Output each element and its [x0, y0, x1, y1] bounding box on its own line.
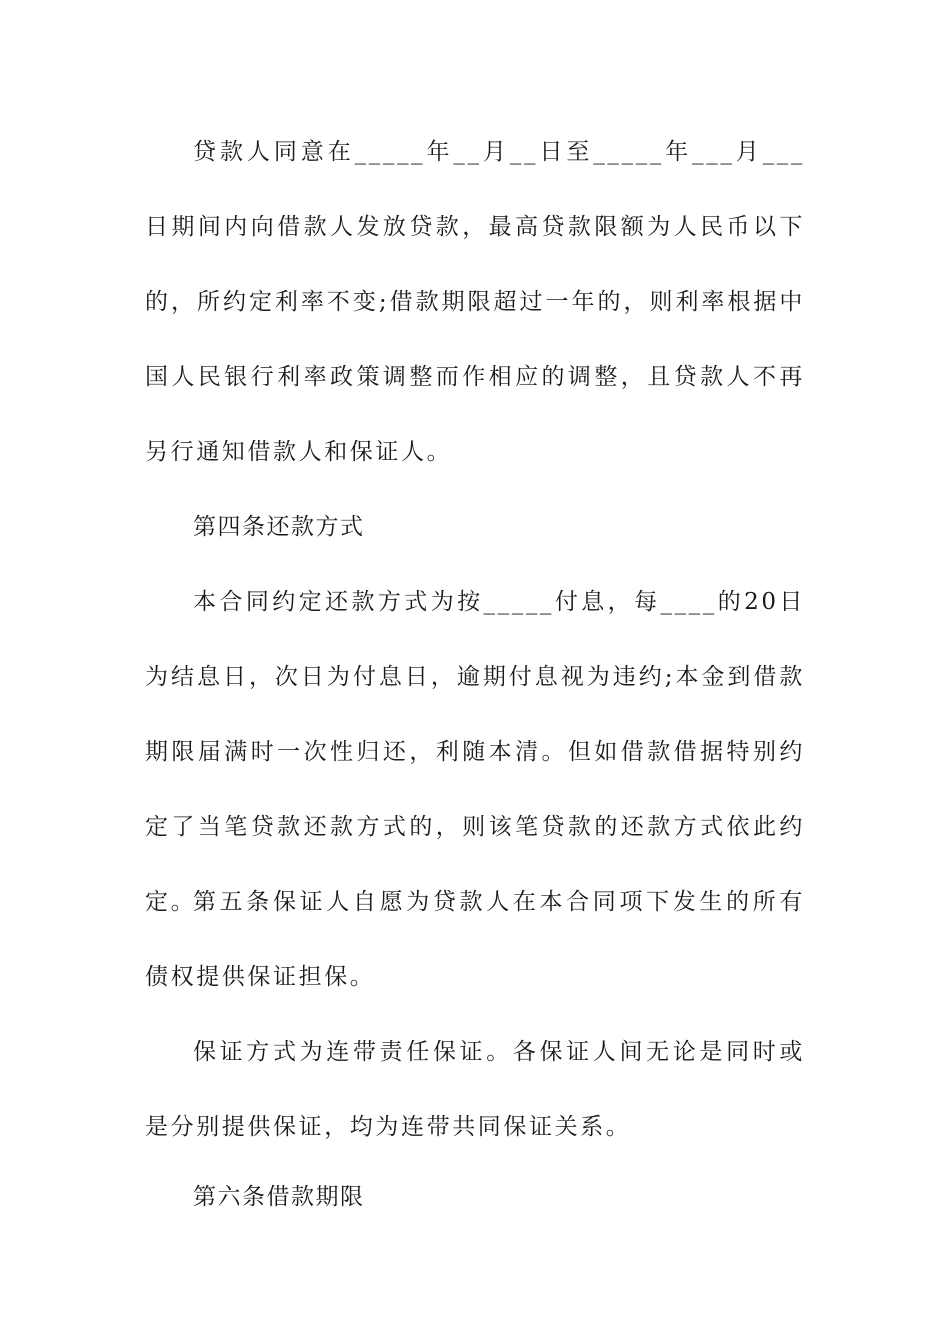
paragraph-loan-period: 贷款人同意在_____年__月__日至_____年___月___日期间内向借款人发放贷款，最高贷款限额为人民币以下的，所约定利率不变;借款期限超过一年的，则利率根据中国人民银行利率政策调整而作相应的调整，且贷款人不再另行通知借款人和保证人。 — [145, 139, 805, 465]
paragraph-guarantee-type: 保证方式为连带责任保证。各保证人间无论是同时或是分别提供保证，均为连带共同保证关系。 — [145, 1039, 805, 1140]
heading-article-4-repayment: 第四条还款方式 — [193, 514, 365, 540]
heading-article-6-term: 第六条借款期限 — [193, 1184, 365, 1210]
paragraph-article-5-guarantee: 第五条保证人自愿为贷款人在本合同项下发生的所有债权提供保证担保。 — [145, 889, 805, 990]
paragraph-repayment-method: 本合同约定还款方式为按_____付息，每____的20日为结息日，次日为付息日，逾期付息视为违约;本金到借款期限届满时一次性归还，利随本清。但如借款借据特别约定了当笔贷款还款方式的，则该笔贷款的还款方式依此约定。 — [145, 589, 805, 915]
